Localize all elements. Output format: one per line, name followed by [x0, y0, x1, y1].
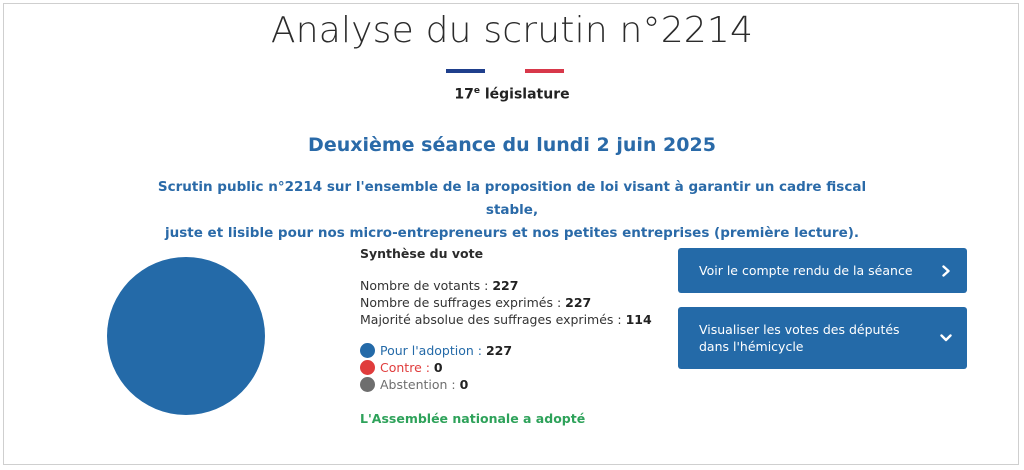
compte-rendu-button[interactable] — [678, 248, 967, 293]
pour-dot-icon — [360, 343, 375, 358]
hemicycle-votes-button[interactable] — [678, 307, 967, 369]
flag-white — [485, 69, 524, 73]
votants-row — [360, 277, 660, 294]
majorite-label: Majorité absolue des suffrages exprimés : — [360, 312, 626, 327]
contre-value: 0 — [433, 360, 443, 375]
hemicycle-label-line-1: Visualiser les votes des députés — [699, 322, 900, 337]
chevron-down-icon — [925, 333, 967, 343]
synthesis-heading: Synthèse du vote — [360, 246, 484, 261]
majorite-row — [360, 311, 660, 328]
votants-label: Nombre de votants : — [360, 278, 493, 293]
vote-pie-chart — [107, 257, 265, 415]
contre-label: Contre : — [380, 360, 434, 375]
tricolor-divider — [446, 69, 564, 73]
compte-rendu-label: Voir le compte rendu de la séance — [699, 263, 913, 278]
legend-contre-text — [380, 359, 443, 376]
hemicycle-label — [699, 321, 925, 355]
scrutin-description-line-1: Scrutin public n°2214 sur l'ensemble de la proposition de loi visant à garantir un cadre fiscal stable, — [157, 179, 867, 218]
flag-blue — [446, 69, 485, 73]
abstention-label: Abstention : — [380, 377, 460, 392]
pour-label: Pour l'adoption : — [380, 343, 486, 358]
hemicycle-label-line-2: dans l'hémicycle — [699, 339, 804, 354]
abstention-dot-icon — [360, 377, 375, 392]
contre-dot-icon — [360, 360, 375, 375]
page-title: Analyse du scrutin n°2214 — [270, 10, 754, 51]
legend-pour-text — [380, 342, 512, 359]
vote-synthesis — [360, 246, 660, 426]
scrutin-description — [140, 176, 884, 245]
legend-contre — [360, 359, 660, 376]
exprimes-label: Nombre de suffrages exprimés : — [360, 295, 566, 310]
legend-abstention — [360, 376, 660, 393]
legislature-text: législature — [479, 86, 570, 103]
exprimes-value: 227 — [565, 295, 592, 310]
abstention-value: 0 — [459, 377, 469, 392]
majorite-value: 114 — [625, 312, 652, 327]
pie-slice-pour-l-adoption — [107, 257, 265, 415]
legend-abstention-text — [380, 376, 468, 393]
seance-title: Deuxième séance du lundi 2 juin 2025 — [308, 134, 716, 156]
exprimes-row — [360, 294, 660, 311]
chevron-right-icon — [925, 265, 967, 277]
legislature-number: 17 — [454, 86, 474, 103]
votants-value: 227 — [492, 278, 519, 293]
legislature-label — [0, 86, 1024, 103]
legend-pour — [360, 342, 660, 359]
pour-value: 227 — [485, 343, 513, 358]
scrutin-description-line-2: juste et lisible pour nos micro-entrepreneurs et nos petites entreprises (première lecture). — [164, 225, 860, 241]
vote-legend — [360, 342, 660, 393]
legislature-suffix: e — [473, 86, 480, 96]
vote-result: L'Assemblée nationale a adopté — [360, 411, 586, 426]
flag-red — [525, 69, 564, 73]
